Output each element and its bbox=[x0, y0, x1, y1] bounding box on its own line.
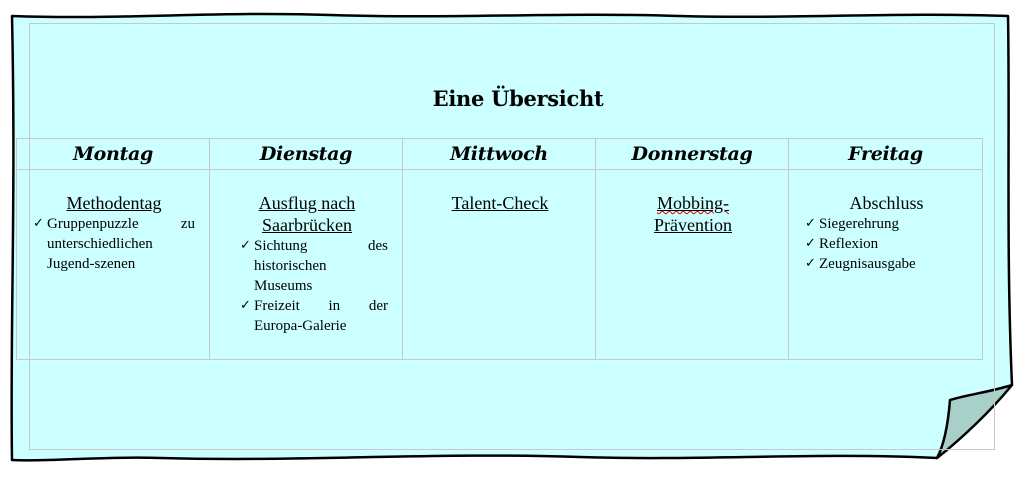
day-header-donnerstag: Donnerstag bbox=[596, 139, 789, 170]
checklist-freitag bbox=[805, 214, 968, 274]
check-mark-icon: ✓ bbox=[240, 298, 251, 313]
topic-dienstag: Ausflug nach Saarbrücken bbox=[258, 193, 356, 235]
day-header-dienstag: Dienstag bbox=[210, 139, 403, 170]
topic-montag: Methodentag bbox=[66, 193, 162, 213]
list-item bbox=[805, 214, 968, 234]
topic-donnerstag bbox=[612, 192, 774, 236]
check-mark-icon: ✓ bbox=[805, 256, 816, 271]
day-header-mittwoch: Mittwoch bbox=[403, 139, 596, 170]
topic-freitag: Abschluss bbox=[849, 193, 924, 213]
list-item bbox=[240, 236, 388, 296]
check-mark-icon: ✓ bbox=[805, 236, 816, 251]
list-item-text: Zeugnisausgabe bbox=[819, 256, 916, 272]
list-item-text: Reflexion bbox=[819, 236, 879, 252]
day-cell-donnerstag bbox=[596, 170, 789, 360]
day-header-freitag: Freitag bbox=[789, 139, 983, 170]
weekly-schedule-table bbox=[16, 138, 983, 360]
list-item bbox=[240, 296, 388, 336]
table-header-row bbox=[17, 139, 983, 170]
table-row bbox=[17, 170, 983, 360]
list-item-text: Sichtung des historischen Museums bbox=[254, 238, 388, 294]
topic-donnerstag-line2: Prävention bbox=[654, 215, 732, 235]
day-cell-montag bbox=[17, 170, 210, 360]
check-mark-icon: ✓ bbox=[805, 216, 816, 231]
day-cell-dienstag bbox=[210, 170, 403, 360]
topic-donnerstag-line1: Mobbing- bbox=[657, 193, 729, 213]
checklist-montag bbox=[33, 214, 195, 274]
day-cell-freitag bbox=[789, 170, 983, 360]
checklist-dienstag bbox=[240, 236, 388, 336]
list-item bbox=[33, 214, 195, 274]
day-cell-mittwoch bbox=[403, 170, 596, 360]
day-header-montag: Montag bbox=[17, 139, 210, 170]
page-title: Eine Übersicht bbox=[432, 86, 604, 111]
list-item-text: Siegerehrung bbox=[819, 216, 899, 232]
check-mark-icon: ✓ bbox=[240, 238, 251, 253]
topic-mittwoch: Talent-Check bbox=[451, 193, 549, 213]
list-item bbox=[805, 234, 968, 254]
check-mark-icon: ✓ bbox=[33, 216, 44, 231]
list-item-text: Gruppenpuzzle zu unterschiedlichen Jugend-szenen bbox=[47, 216, 195, 272]
list-item bbox=[805, 254, 968, 274]
list-item-text: Freizeit in der Europa-Galerie bbox=[254, 298, 388, 334]
